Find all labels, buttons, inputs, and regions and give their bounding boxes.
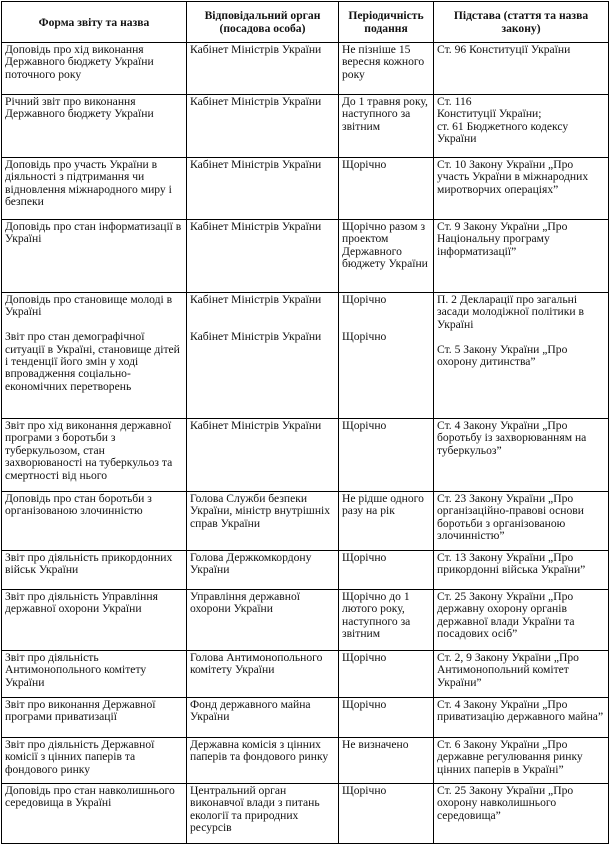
cell-responsible-body: Кабінет Міністрів України [187, 95, 339, 158]
cell-legal-basis: Ст. 25 Закону України „Про державну охорону органів державної влади України та посадових осіб” [434, 590, 609, 651]
table-row [2, 95, 609, 158]
cell-legal-basis: Ст. 25 Закону України „Про охорону навколишнього середовища” [434, 784, 609, 844]
header-legal-basis: Підстава (стаття та назва закону) [434, 2, 609, 43]
cell-responsible-body: Голова Держкомкордону України [187, 551, 339, 590]
cell-periodicity: Не рідше одного разу на рік [339, 492, 434, 551]
table-row [2, 220, 609, 293]
table-row [2, 293, 609, 419]
cell-legal-basis: Ст. 6 Закону України „Про державне регулювання ринку цінних паперів в Україні” [434, 738, 609, 784]
cell-report-form: Звіт про виконання Державної програми приватизації [2, 698, 187, 738]
cell-responsible-body: Кабінет Міністрів України [187, 158, 339, 220]
cell-periodicity: Не пізніше 15 вересня кожного року [339, 43, 434, 95]
cell-periodicity: Щорічно до 1 лютого року, наступного за звітним [339, 590, 434, 651]
cell-report-form: Звіт про діяльність Антимонопольного комітету України [2, 651, 187, 698]
cell-report-form: Річний звіт про виконання Державного бюджету України [2, 95, 187, 158]
table-row [2, 698, 609, 738]
cell-responsible-body: Центральний орган виконавчої влади з питань екології та природних ресурсів [187, 784, 339, 844]
cell-periodicity: Щорічно [339, 698, 434, 738]
cell-responsible-body: Кабінет Міністрів України [187, 43, 339, 95]
cell-responsible-body: Голова Служби безпеки України, міністр внутрішніх справ України [187, 492, 339, 551]
cell-report-form: Доповідь про становище молоді в Україні Звіт про стан демографічної ситуації в Україні, становище дітей і тенденції його змін у ході впровадження соціально-економічних перетворень [2, 293, 187, 419]
cell-report-form: Доповідь про хід виконання Державного бюджету України поточного року [2, 43, 187, 95]
cell-report-form: Доповідь про участь України в діяльності з підтримання чи відновлення міжнародного миру і безпеки [2, 158, 187, 220]
cell-legal-basis: П. 2 Декларації про загальні засади молодіжної політики в Україні Ст. 5 Закону України „Про охорону дитинства” [434, 293, 609, 419]
cell-periodicity: Не визначено [339, 738, 434, 784]
cell-periodicity: Щорічно [339, 651, 434, 698]
table-row [2, 551, 609, 590]
cell-responsible-body: Фонд державного майна України [187, 698, 339, 738]
cell-report-form: Доповідь про стан інформатизації в Україні [2, 220, 187, 293]
table-row [2, 651, 609, 698]
table-row [2, 158, 609, 220]
table-row [2, 784, 609, 844]
cell-legal-basis: Ст. 23 Закону України „Про організаційно-правові основи боротьби з організованою злочинністю” [434, 492, 609, 551]
cell-responsible-body: Державна комісія з цінних паперів та фондового ринку [187, 738, 339, 784]
table-row [2, 419, 609, 492]
cell-periodicity: До 1 травня року, наступного за звітним [339, 95, 434, 158]
cell-responsible-body: Кабінет Міністрів України [187, 419, 339, 492]
table-row [2, 738, 609, 784]
cell-periodicity: Щорічно [339, 419, 434, 492]
cell-legal-basis: Ст. 4 Закону України „Про приватизацію державного майна” [434, 698, 609, 738]
cell-report-form: Доповідь про стан боротьби з організованою злочинністю [2, 492, 187, 551]
header-report-form: Форма звіту та назва [2, 2, 187, 43]
cell-responsible-body: Кабінет Міністрів України Кабінет Міністрів України [187, 293, 339, 419]
cell-report-form: Звіт про діяльність прикордонних військ України [2, 551, 187, 590]
cell-report-form: Звіт про діяльність Державної комісії з цінних паперів та фондового ринку [2, 738, 187, 784]
cell-legal-basis: Ст. 96 Конституції України [434, 43, 609, 95]
cell-legal-basis: Ст. 116 Конституції України; ст. 61 Бюджетного кодексу України [434, 95, 609, 158]
cell-legal-basis: Ст. 4 Закону України „Про боротьбу із захворюванням на туберкульоз” [434, 419, 609, 492]
cell-periodicity: Щорічно [339, 784, 434, 844]
cell-periodicity: Щорічно [339, 158, 434, 220]
cell-legal-basis: Ст. 10 Закону України „Про участь України в міжнародних миротворчих операціях” [434, 158, 609, 220]
table-header-row [2, 2, 609, 43]
cell-legal-basis: Ст. 2, 9 Закону України „Про Антимонопольний комітет України” [434, 651, 609, 698]
reports-table [1, 1, 609, 844]
cell-periodicity: Щорічно разом з проектом Державного бюджету України [339, 220, 434, 293]
cell-report-form: Звіт про діяльність Управління державної охорони України [2, 590, 187, 651]
cell-legal-basis: Ст. 13 Закону України „Про прикордонні війська України” [434, 551, 609, 590]
cell-periodicity: Щорічно Щорічно [339, 293, 434, 419]
cell-periodicity: Щорічно [339, 551, 434, 590]
header-periodicity: Періодичність подання [339, 2, 434, 43]
cell-responsible-body: Кабінет Міністрів України [187, 220, 339, 293]
table-row [2, 590, 609, 651]
table-row [2, 492, 609, 551]
cell-report-form: Доповідь про стан навколишнього середовища в Україні [2, 784, 187, 844]
table-row [2, 43, 609, 95]
header-responsible-body: Відповідальний орган (посадова особа) [187, 2, 339, 43]
cell-responsible-body: Управління державної охорони України [187, 590, 339, 651]
cell-legal-basis: Ст. 9 Закону України „Про Національну програму інформатизації” [434, 220, 609, 293]
cell-report-form: Звіт про хід виконання державної програми з боротьби з туберкульозом, стан захворюваності на туберкульоз та смертності від нього [2, 419, 187, 492]
cell-responsible-body: Голова Антимонопольного комітету України [187, 651, 339, 698]
